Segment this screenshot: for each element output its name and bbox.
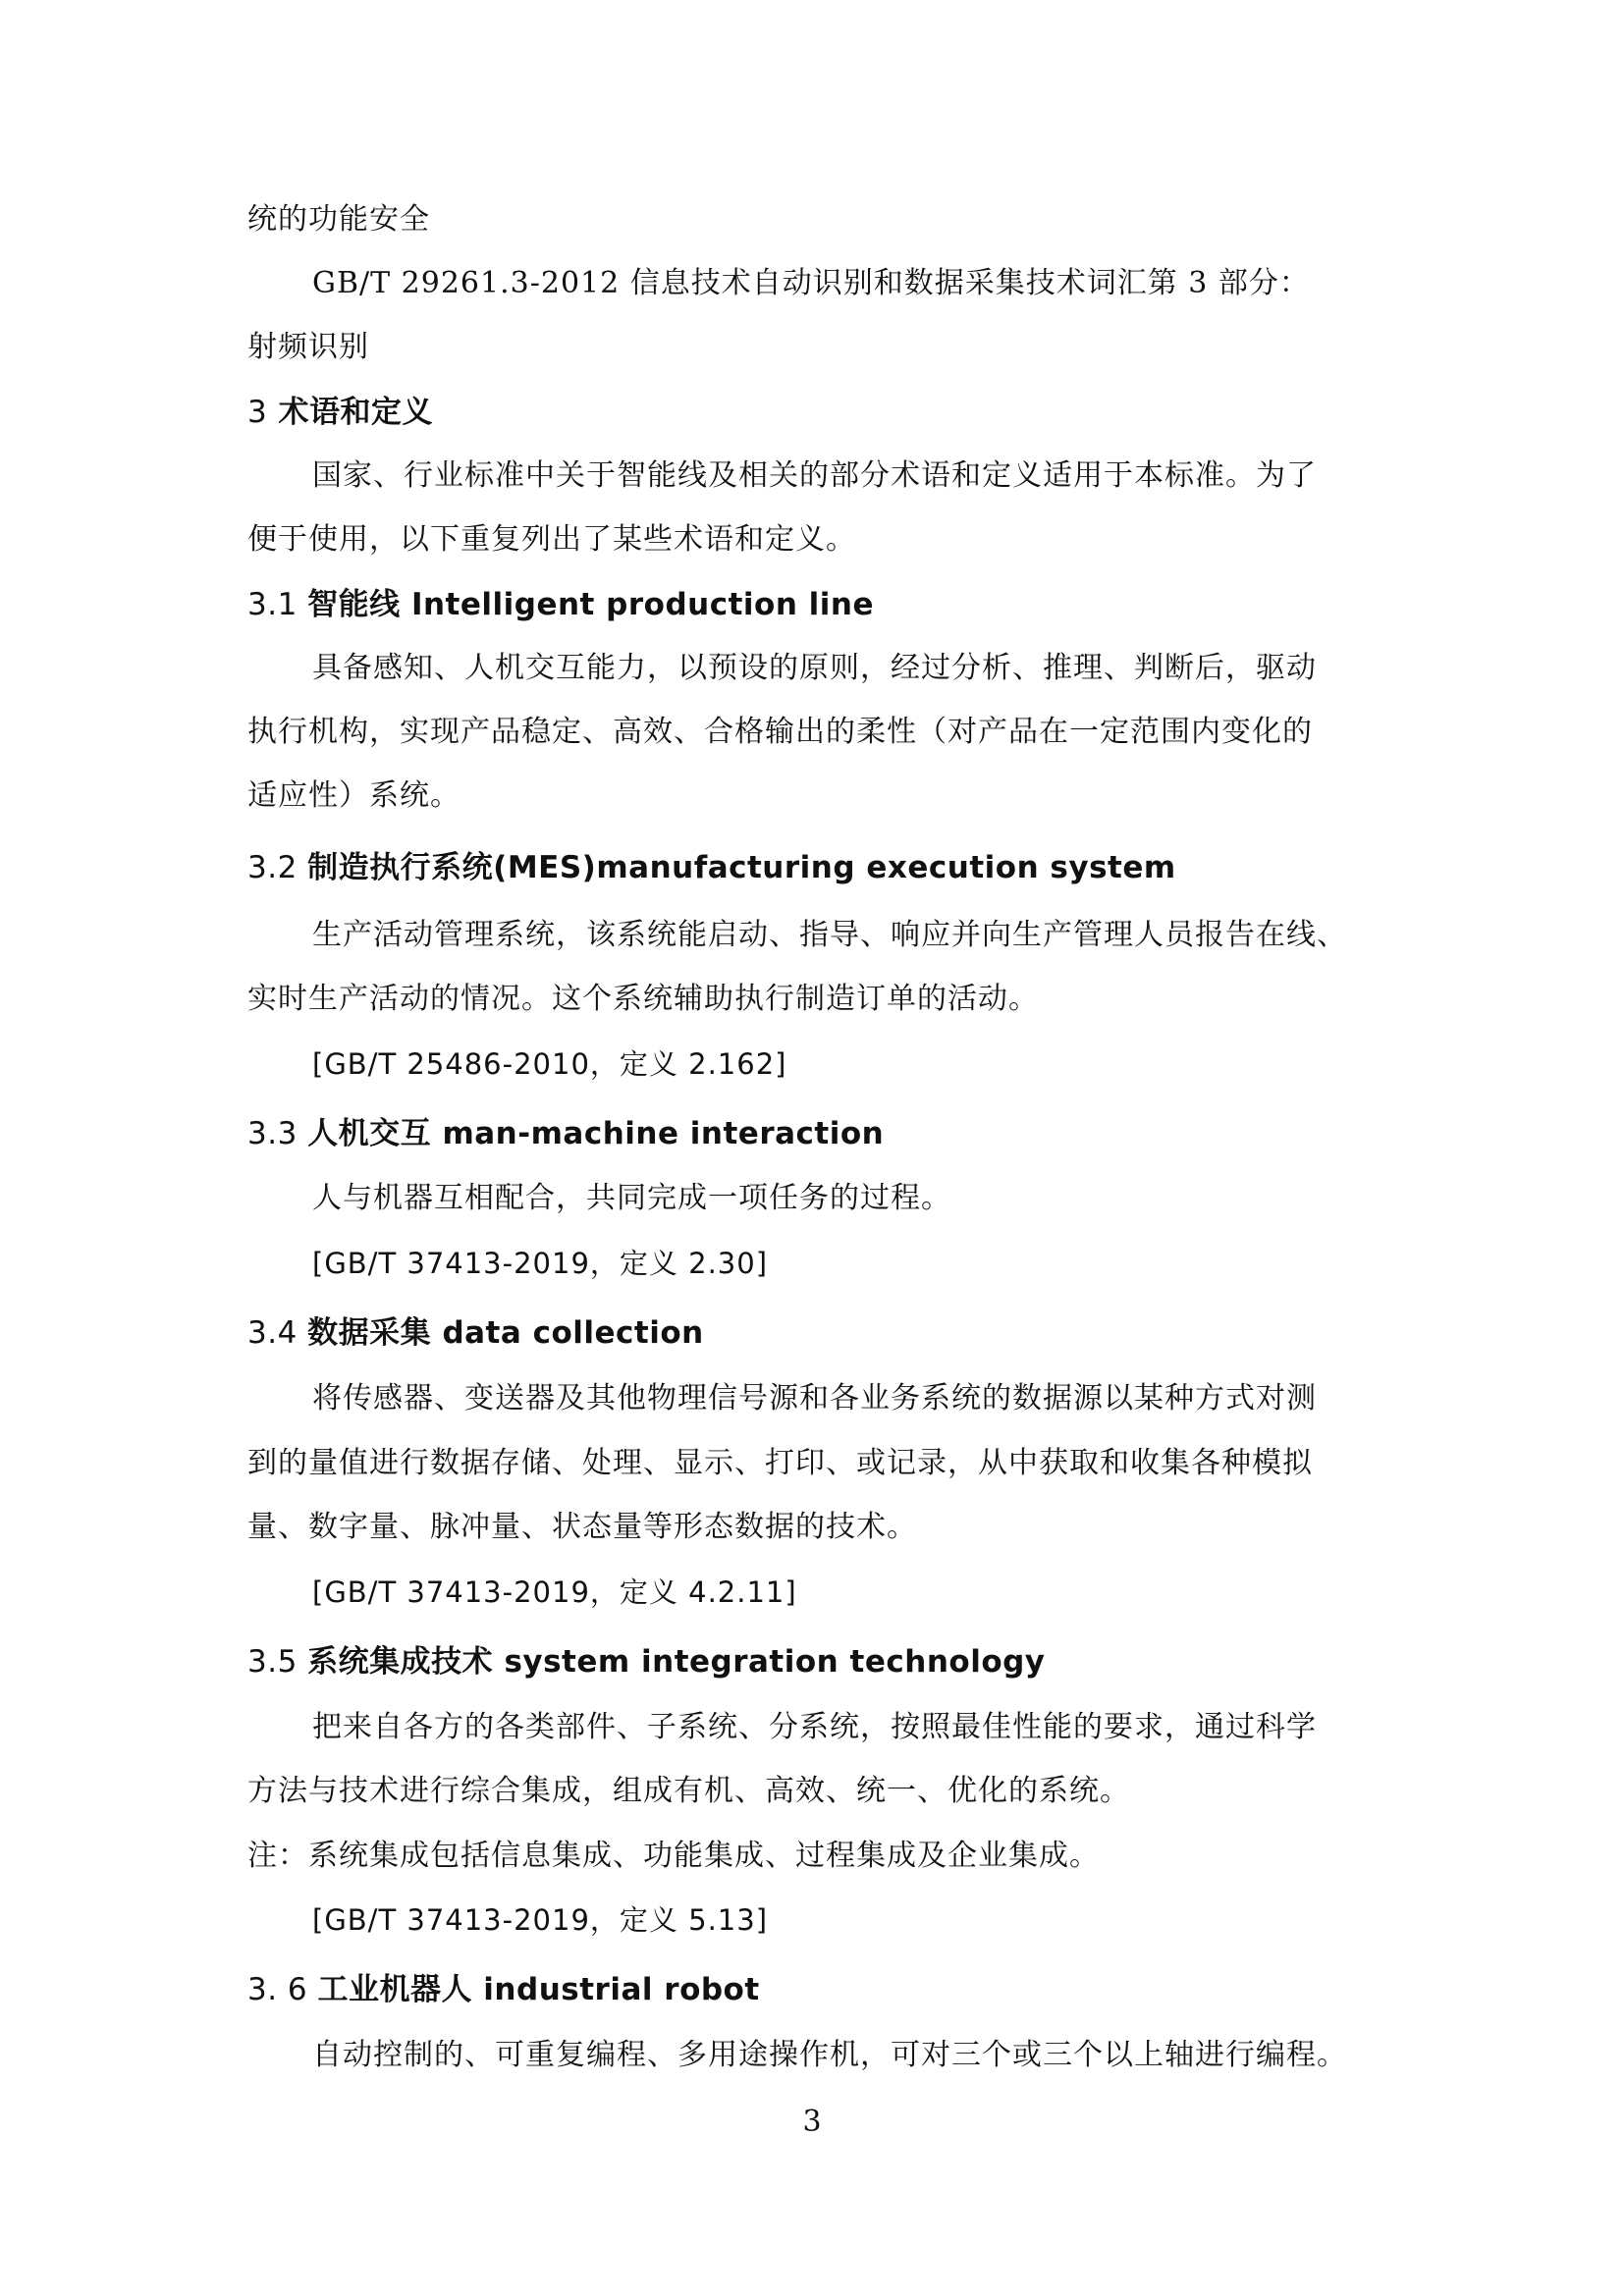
body-text-line: 量、数字量、脉冲量、状态量等形态数据的技术。 [247, 1510, 917, 1544]
body-text-line: 把来自各方的各类部件、子系统、分系统，按照最佳性能的要求，通过科学 [312, 1710, 1317, 1744]
section-number: 3 [247, 395, 268, 430]
page-number: 3 [802, 2105, 822, 2139]
section-title: 制造执行系统(MES)manufacturing execution system [307, 850, 1176, 885]
section-title: 术语和定义 [267, 395, 434, 430]
section-title: 工业机器人 industrial robot [317, 1972, 760, 2007]
section-title: 系统集成技术 system integration technology [307, 1644, 1046, 1680]
body-text-line: 执行机构，实现产品稳定、高效、合格输出的柔性（对产品在一定范围内变化的 [247, 715, 1313, 749]
body-text-line: 具备感知、人机交互能力，以预设的原则，经过分析、推理、判断后，驱动 [312, 651, 1317, 685]
section-heading-3-3 [247, 1114, 884, 1153]
section-number: 3.3 [247, 1116, 308, 1151]
section-number: 3. 6 [247, 1972, 318, 2007]
body-text-line: 实时生产活动的情况。这个系统辅助执行制造订单的活动。 [247, 982, 1039, 1016]
section-heading-3-1 [247, 585, 874, 624]
body-text-line: 便于使用，以下重复列出了某些术语和定义。 [247, 522, 856, 557]
body-text-line: 统的功能安全 [247, 202, 430, 237]
citation: [GB/T 37413-2019，定义 4.2.11] [312, 1575, 797, 1609]
body-text-line: 适应性）系统。 [247, 778, 460, 813]
body-text-line: 生产活动管理系统，该系统能启动、指导、响应并向生产管理人员报告在线、 [312, 918, 1347, 952]
section-number: 3.4 [247, 1315, 308, 1351]
section-number: 3.2 [247, 850, 308, 885]
section-number: 3.5 [247, 1644, 308, 1680]
body-text-line: 方法与技术进行综合集成，组成有机、高效、统一、优化的系统。 [247, 1774, 1130, 1808]
body-text-line: 射频识别 [247, 330, 369, 364]
section-heading-3-5 [247, 1642, 1046, 1682]
section-heading-3-4 [247, 1313, 704, 1353]
citation: [GB/T 37413-2019，定义 2.30] [312, 1247, 769, 1280]
section-title: 数据采集 data collection [307, 1315, 704, 1351]
reference-standard-line: GB/T 29261.3-2012 信息技术自动识别和数据采集技术词汇第 3 部分： [312, 266, 1310, 300]
body-text-line: 国家、行业标准中关于智能线及相关的部分术语和定义适用于本标准。为了 [312, 458, 1317, 493]
section-heading-3 [247, 393, 433, 432]
section-number: 3.1 [247, 587, 308, 622]
body-text-line: 人与机器互相配合，共同完成一项任务的过程。 [312, 1181, 951, 1215]
section-title: 智能线 Intelligent production line [307, 587, 875, 622]
body-text-line: 到的量值进行数据存储、处理、显示、打印、或记录，从中获取和收集各种模拟 [247, 1446, 1313, 1480]
section-heading-3-6 [247, 1970, 760, 2009]
body-text-line: 将传感器、变送器及其他物理信号源和各业务系统的数据源以某种方式对测 [312, 1381, 1317, 1415]
body-text-line: 自动控制的、可重复编程、多用途操作机，可对三个或三个以上轴进行编程。 [312, 2038, 1347, 2072]
note-text: 注：系统集成包括信息集成、功能集成、过程集成及企业集成。 [247, 1839, 1100, 1873]
citation: [GB/T 37413-2019，定义 5.13] [312, 1903, 769, 1937]
section-heading-3-2 [247, 848, 1176, 887]
section-title: 人机交互 man-machine interaction [307, 1116, 885, 1151]
citation: [GB/T 25486-2010，定义 2.162] [312, 1047, 787, 1081]
